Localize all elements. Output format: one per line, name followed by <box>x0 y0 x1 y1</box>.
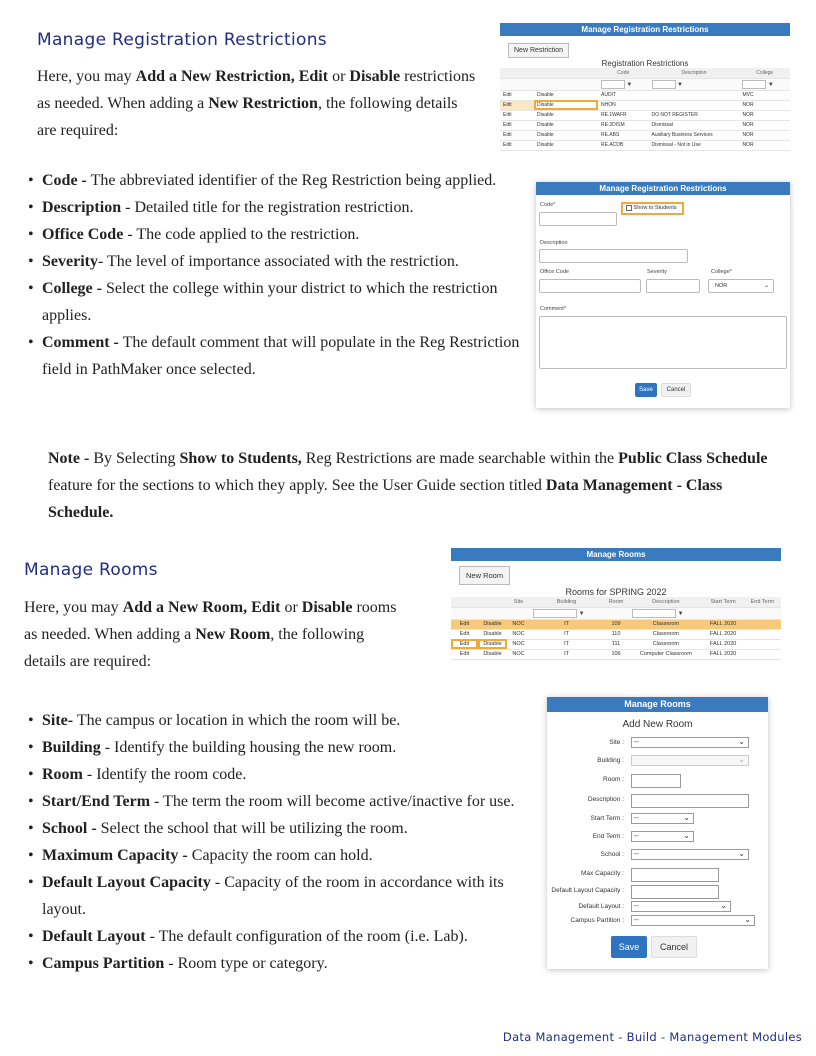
table-cell: NOR <box>739 140 790 150</box>
intro-run: or <box>280 599 302 616</box>
table-cell: Dismissal <box>649 120 740 130</box>
intro-run: or <box>328 68 350 85</box>
filter-input[interactable] <box>632 609 676 618</box>
list-item <box>28 248 520 275</box>
table-cell: DO NOT REGISTER <box>649 110 740 120</box>
bullet-term: Site- <box>42 712 74 729</box>
bullet-desc: The default comment that will populate in the Reg Restriction field in PathMaker once selected. <box>42 334 520 378</box>
table-row <box>500 140 790 150</box>
comment-textarea[interactable] <box>539 316 787 369</box>
chevron-down-icon: ⌄ <box>738 737 745 746</box>
dropdown-select[interactable] <box>631 737 749 748</box>
code-input[interactable] <box>539 212 617 226</box>
column-header: College <box>739 68 790 78</box>
bullet-term: Code - <box>42 172 87 189</box>
cancel-button[interactable]: Cancel <box>661 383 691 397</box>
list-item <box>28 329 520 383</box>
field-label: Room : <box>603 776 624 783</box>
list-item <box>28 950 528 977</box>
intro-run: New Room <box>195 626 271 643</box>
filter-input[interactable] <box>533 609 577 618</box>
intro-run: New Restriction <box>208 95 318 112</box>
intro-run: Add a New Restriction, Edit <box>135 68 329 85</box>
disable-link[interactable]: Disable <box>534 110 598 120</box>
field-label: School : <box>600 851 624 858</box>
column-header: Building <box>530 597 603 607</box>
table-cell: IT <box>530 629 603 639</box>
edit-link[interactable]: Edit <box>500 140 534 150</box>
table-cell: Classroom <box>629 629 702 639</box>
panel-header: Manage Registration Restrictions <box>500 23 790 36</box>
table-cell: NOR <box>739 130 790 140</box>
list-item <box>28 275 520 329</box>
bullet-desc: - The level of importance associated with the restriction. <box>97 253 459 270</box>
filter-cell <box>703 607 744 619</box>
column-header: Room <box>603 597 629 607</box>
filter-icon[interactable]: ▼ <box>676 81 683 88</box>
table-cell: NHON <box>598 100 649 110</box>
table-cell: FALL 2020 <box>703 629 744 639</box>
college-select[interactable] <box>708 279 774 293</box>
text-input[interactable] <box>631 794 749 808</box>
bullet-term: Campus Partition <box>42 955 165 972</box>
edit-link[interactable]: Edit <box>500 110 534 120</box>
field-label: End Term : <box>592 833 624 840</box>
table-cell: RE.ACDB <box>598 140 649 150</box>
chevron-down-icon: ⌄ <box>763 283 769 289</box>
description-input[interactable] <box>539 249 688 263</box>
table-cell: IT <box>530 639 603 649</box>
dropdown-select[interactable] <box>631 901 731 912</box>
field-label: Max Capacity : <box>581 870 624 877</box>
office-code-input[interactable] <box>539 279 641 293</box>
intro-run: Disable <box>301 599 353 616</box>
filter-cell <box>478 607 507 619</box>
bullet-desc: - Identify the building housing the new room. <box>100 739 397 756</box>
table-cell <box>744 629 781 639</box>
table-row <box>500 90 790 100</box>
disable-link[interactable]: Disable <box>478 639 507 649</box>
chevron-down-icon: ⌄ <box>744 915 751 924</box>
disable-link[interactable]: Disable <box>534 90 598 100</box>
table-row <box>500 100 790 110</box>
intro-run: Here, you may <box>24 599 123 616</box>
college-label: College* <box>711 269 732 275</box>
field-value: -- <box>634 833 639 840</box>
table-cell: 111 <box>603 639 629 649</box>
list-item <box>28 221 520 248</box>
disable-link[interactable]: Disable <box>478 649 507 659</box>
severity-label: Severity <box>647 269 667 275</box>
chevron-down-icon: ⌄ <box>720 901 727 910</box>
intro-run: rooms as needed. When adding a <box>24 599 397 643</box>
column-header: End Term <box>744 597 781 607</box>
table-row <box>500 110 790 120</box>
table-cell: Dismissal - Not in Use <box>649 140 740 150</box>
intro-run: Add a New Room, Edit <box>122 599 281 616</box>
intro-run: Here, you may <box>37 68 136 85</box>
note-paragraph <box>48 445 778 526</box>
filter-input[interactable] <box>742 80 766 89</box>
chevron-down-icon: ⌄ <box>738 849 745 858</box>
panel-header: Manage Registration Restrictions <box>536 182 790 195</box>
text-input[interactable] <box>631 774 681 788</box>
filter-cell <box>451 607 478 619</box>
filter-cell <box>739 78 790 90</box>
new-restriction-button[interactable]: New Restriction <box>508 43 569 58</box>
edit-link[interactable]: Edit <box>451 619 478 629</box>
college-value: NOR <box>715 283 728 289</box>
room-field-list <box>28 707 528 977</box>
table-cell: FALL 2020 <box>703 619 744 629</box>
table-cell: NOC <box>507 649 530 659</box>
note-run: Data Management - Class Schedule. <box>48 477 723 521</box>
restriction-form-screenshot <box>536 182 790 408</box>
filter-input[interactable] <box>652 80 676 89</box>
disable-link[interactable]: Disable <box>534 120 598 130</box>
bullet-term: Room <box>42 766 83 783</box>
edit-link[interactable]: Edit <box>500 90 534 100</box>
registration-restrictions-screenshot <box>500 23 790 152</box>
table-cell: RE.2DISM <box>598 120 649 130</box>
intro-run: Disable <box>349 68 401 85</box>
list-item <box>28 842 528 869</box>
bullet-desc: - Detailed title for the registration restriction. <box>121 199 414 216</box>
note-run: Show to Students, <box>179 450 302 467</box>
restriction-field-list <box>28 167 520 383</box>
new-room-button[interactable]: New Room <box>459 566 510 585</box>
table-cell: NOR <box>739 120 790 130</box>
note-run: feature for the sections to which they apply. See the User Guide section titled <box>48 477 546 494</box>
bullet-desc: - The code applied to the restriction. <box>123 226 360 243</box>
bullet-term: Start/End Term <box>42 793 151 810</box>
table-row <box>500 130 790 140</box>
dropdown-select[interactable] <box>631 831 694 842</box>
filter-icon[interactable]: ▼ <box>767 81 774 88</box>
bullet-desc: Select the college within your district to which the restriction applies. <box>42 280 498 324</box>
edit-link[interactable]: Edit <box>451 649 478 659</box>
column-header <box>500 68 534 78</box>
filter-cell <box>649 78 740 90</box>
bullet-term: Office Code <box>42 226 124 243</box>
intro-run: restrictions as needed. When adding a <box>37 68 476 112</box>
list-item <box>28 869 528 923</box>
table-cell <box>649 90 740 100</box>
bullet-term: School - <box>42 820 97 837</box>
list-item <box>28 167 520 194</box>
list-item <box>28 734 528 761</box>
filter-cell <box>744 607 781 619</box>
bullet-term: Default Layout Capacity <box>42 874 211 891</box>
field-label: Building : <box>597 757 624 764</box>
bullet-desc: - Room type or category. <box>164 955 328 972</box>
edit-link[interactable]: Edit <box>451 639 478 649</box>
description-label: Description <box>540 240 568 246</box>
section2-intro <box>24 594 404 675</box>
field-value: -- <box>634 917 639 924</box>
table-row <box>500 120 790 130</box>
field-label: Description : <box>587 796 624 803</box>
field-label: Default Layout : <box>578 903 624 910</box>
comment-label: Comment* <box>540 306 566 312</box>
disable-link[interactable]: Disable <box>534 100 598 110</box>
table-title: Registration Restrictions <box>601 59 689 68</box>
table-cell: Auxiliary Business Services <box>649 130 740 140</box>
filter-icon[interactable]: ▼ <box>677 610 684 617</box>
table-row <box>451 629 781 639</box>
bullet-desc: - The term the room will become active/inactive for use. <box>150 793 515 810</box>
office-code-label: Office Code <box>540 269 569 275</box>
disable-link[interactable]: Disable <box>478 619 507 629</box>
table-cell <box>744 639 781 649</box>
filter-icon[interactable]: ▼ <box>578 610 585 617</box>
bullet-term: Severity <box>42 253 98 270</box>
restrictions-table <box>500 68 790 151</box>
chevron-down-icon: ⌄ <box>683 831 690 840</box>
bullet-desc: Select the school that will be utilizing the room. <box>96 820 408 837</box>
table-cell: 109 <box>603 619 629 629</box>
table-cell: NOC <box>507 619 530 629</box>
rooms-list-screenshot <box>451 548 781 669</box>
column-header: Description <box>629 597 702 607</box>
edit-link[interactable]: Edit <box>500 130 534 140</box>
table-cell: NOC <box>507 629 530 639</box>
table-cell: IT <box>530 619 603 629</box>
filter-cell <box>534 78 598 90</box>
chevron-down-icon: ⌄ <box>683 813 690 822</box>
panel-header: Manage Rooms <box>547 697 768 712</box>
page-footer: Data Management - Build - Management Modules <box>502 1030 802 1044</box>
checkbox-icon[interactable] <box>626 205 632 211</box>
bullet-term: Building <box>42 739 101 756</box>
filter-input[interactable] <box>601 80 625 89</box>
disable-link[interactable]: Disable <box>534 140 598 150</box>
table-title: Rooms for SPRING 2022 <box>565 587 667 597</box>
panel-header: Manage Rooms <box>451 548 781 561</box>
table-cell: 110 <box>603 629 629 639</box>
column-header: Code <box>598 68 649 78</box>
field-value: -- <box>634 815 639 822</box>
field-value: -- <box>634 903 639 910</box>
filter-cell <box>598 78 649 90</box>
filter-cell <box>500 78 534 90</box>
table-row <box>451 639 781 649</box>
chevron-down-icon: ⌄ <box>738 755 745 764</box>
table-cell: Computer Classroom <box>629 649 702 659</box>
intro-run: , the following details are required: <box>24 626 365 670</box>
edit-link[interactable]: Edit <box>500 100 534 110</box>
table-cell: RE.ABS <box>598 130 649 140</box>
table-cell: FALL 2020 <box>703 639 744 649</box>
disable-link[interactable]: Disable <box>478 629 507 639</box>
edit-link[interactable]: Edit <box>500 120 534 130</box>
column-header: Description <box>649 68 740 78</box>
column-header: Site <box>507 597 530 607</box>
section1-intro <box>37 63 477 144</box>
list-item <box>28 923 528 950</box>
filter-cell <box>629 607 702 619</box>
save-button[interactable]: Save <box>611 936 647 958</box>
note-run: Public Class Schedule <box>618 450 768 467</box>
bullet-desc: - Identify the room code. <box>82 766 247 783</box>
save-button[interactable]: Save <box>635 383 657 397</box>
field-label: Campus Partition : <box>570 917 624 924</box>
table-cell <box>744 619 781 629</box>
list-item <box>28 194 520 221</box>
filter-cell <box>507 607 530 619</box>
table-cell: AUDIT <box>598 90 649 100</box>
list-item <box>28 815 528 842</box>
bullet-term: Default Layout <box>42 928 146 945</box>
bullet-term: Description <box>42 199 122 216</box>
table-cell: NOR <box>739 110 790 120</box>
table-cell: Classroom <box>629 619 702 629</box>
rooms-table <box>451 597 781 660</box>
list-item <box>28 707 528 734</box>
dropdown-select[interactable] <box>631 755 749 766</box>
bullet-term: Comment - <box>42 334 119 351</box>
table-row <box>451 619 781 629</box>
add-room-form-screenshot <box>547 697 768 969</box>
table-cell: MVC <box>739 90 790 100</box>
bullet-term: Maximum Capacity - <box>42 847 188 864</box>
severity-input[interactable] <box>646 279 700 293</box>
field-label: Default Layout Capacity : <box>551 887 624 894</box>
table-cell: NOR <box>739 100 790 110</box>
field-value: -- <box>634 851 639 858</box>
dropdown-select[interactable] <box>631 813 694 824</box>
dropdown-select[interactable] <box>631 849 749 860</box>
filter-icon[interactable]: ▼ <box>626 81 633 88</box>
intro-run: , the following details are required: <box>37 95 458 139</box>
column-header <box>451 597 478 607</box>
table-cell: RE.1WAFR <box>598 110 649 120</box>
bullet-term: College - <box>42 280 102 297</box>
dropdown-select[interactable] <box>631 915 755 926</box>
filter-cell <box>530 607 603 619</box>
text-input[interactable] <box>631 885 719 899</box>
table-cell: FALL 2020 <box>703 649 744 659</box>
bullet-desc: The abbreviated identifier of the Reg Restriction being applied. <box>86 172 497 189</box>
table-cell: NOC <box>507 639 530 649</box>
disable-link[interactable]: Disable <box>534 130 598 140</box>
cancel-button[interactable]: Cancel <box>651 936 697 958</box>
edit-link[interactable]: Edit <box>451 629 478 639</box>
bullet-desc: - The default configuration of the room (i.e. Lab). <box>145 928 468 945</box>
show-to-students-label: Show to Students <box>633 205 677 211</box>
bullet-desc: - Capacity of the room in accordance with its layout. <box>42 874 504 918</box>
field-value: -- <box>634 739 639 746</box>
table-cell <box>744 649 781 659</box>
table-cell: 106 <box>603 649 629 659</box>
table-cell: IT <box>530 649 603 659</box>
form-title: Add New Room <box>622 719 693 730</box>
table-row <box>451 649 781 659</box>
text-input[interactable] <box>631 868 719 882</box>
list-item <box>28 788 528 815</box>
bullet-desc: Capacity the room can hold. <box>187 847 373 864</box>
column-header <box>534 68 598 78</box>
section-heading-registration: Manage Registration Restrictions <box>37 30 327 50</box>
bullet-desc: The campus or location in which the room will be. <box>73 712 401 729</box>
column-header <box>478 597 507 607</box>
show-to-students-checkbox[interactable] <box>621 202 684 215</box>
field-label: Start Term : <box>590 815 624 822</box>
note-run: By Selecting <box>89 450 180 467</box>
list-item <box>28 761 528 788</box>
column-header: Start Term <box>703 597 744 607</box>
code-label: Code* <box>540 202 556 208</box>
section-heading-rooms: Manage Rooms <box>24 560 158 580</box>
note-run: Reg Restrictions are made searchable within the <box>301 450 619 467</box>
field-label: Site : <box>609 739 624 746</box>
table-cell <box>649 100 740 110</box>
filter-cell <box>603 607 629 619</box>
note-run: Note - <box>48 450 90 467</box>
table-cell: Classroom <box>629 639 702 649</box>
